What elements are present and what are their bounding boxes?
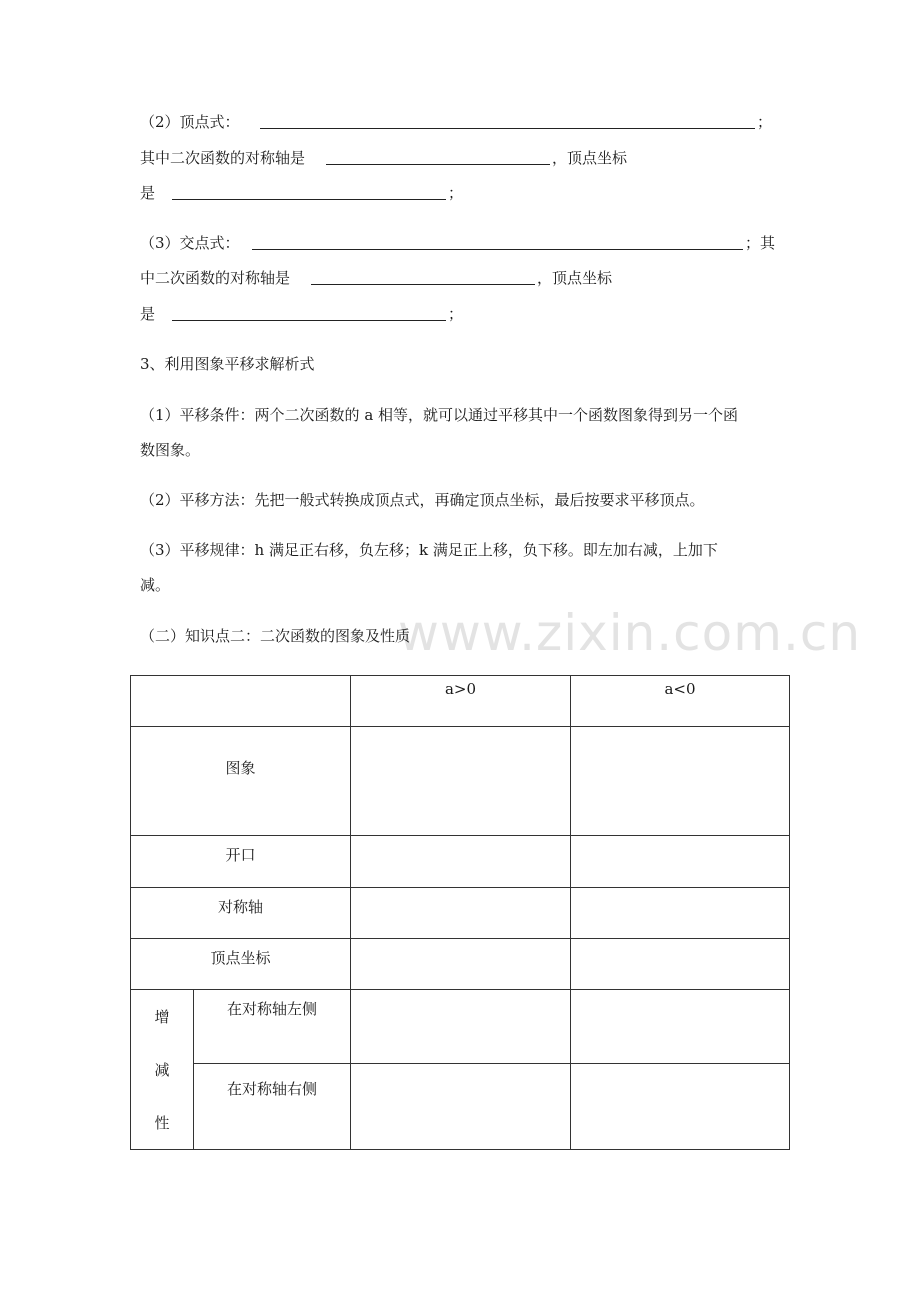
translation-condition-line1: （1）平移条件：两个二次函数的 a 相等，就可以通过平移其中一个函数图象得到另一个函: [140, 406, 739, 424]
vertex-form-label: （2）顶点式：: [140, 113, 240, 131]
vertex-form-blank[interactable]: [260, 128, 755, 129]
intercept-form-end: ；其: [745, 234, 776, 252]
graph-a-negative-cell[interactable]: [571, 727, 790, 836]
monotonicity-char-3: 性: [154, 1114, 170, 1132]
right-a-positive-cell[interactable]: [351, 1063, 571, 1149]
left-a-positive-cell[interactable]: [351, 990, 571, 1064]
monotonicity-char-1: 增: [154, 1008, 170, 1026]
row-graph-label-cell: [131, 727, 351, 836]
opening-a-negative-cell[interactable]: [571, 836, 790, 888]
header-a-negative-text: a<0: [664, 680, 696, 698]
monotonicity-label-cell: [131, 990, 194, 1150]
left-of-axis-label-cell: [194, 990, 351, 1064]
left-a-negative-cell[interactable]: [571, 990, 790, 1064]
vertex-axis-label: 其中二次函数的对称轴是: [140, 149, 306, 167]
vertex-is-end: ；: [448, 184, 464, 202]
intercept-coord-label: ，顶点坐标: [537, 269, 613, 287]
intercept-is-label: 是: [140, 305, 156, 323]
translation-rule-line2: 减。: [140, 576, 171, 594]
row-opening-label: 开口: [225, 846, 256, 864]
intercept-axis-blank[interactable]: [311, 284, 535, 285]
vertex-a-positive-cell[interactable]: [351, 939, 571, 990]
table-header-a-negative: [571, 676, 790, 727]
vertex-axis-blank[interactable]: [326, 164, 550, 165]
vertex-coord-blank[interactable]: [172, 199, 446, 200]
table-header-empty: [131, 676, 351, 727]
opening-a-positive-cell[interactable]: [351, 836, 571, 888]
header-a-positive-text: a>0: [444, 680, 477, 698]
row-graph-label: 图象: [225, 759, 256, 777]
translation-method: （2）平移方法：先把一般式转换成顶点式，再确定顶点坐标，最后按要求平移顶点。: [140, 491, 705, 509]
row-opening-label-cell: [131, 836, 351, 888]
watermark-text: www.zixin.com.cn: [398, 604, 862, 662]
vertex-coord-label: ，顶点坐标: [552, 149, 628, 167]
vertex-is-label: 是: [140, 184, 156, 202]
intercept-axis-label: 中二次函数的对称轴是: [140, 269, 291, 287]
properties-table: [130, 675, 790, 1150]
axis-a-positive-cell[interactable]: [351, 888, 571, 939]
vertex-a-negative-cell[interactable]: [571, 939, 790, 990]
intercept-form-label: （3）交点式：: [140, 234, 240, 252]
monotonicity-char-2: 减: [154, 1061, 170, 1079]
row-axis-label: 对称轴: [217, 898, 263, 916]
heading-translation: 3、利用图象平移求解析式: [140, 355, 315, 373]
table-header-a-positive: [351, 676, 571, 727]
right-of-axis-label-cell: [194, 1063, 351, 1149]
right-a-negative-cell[interactable]: [571, 1063, 790, 1149]
intercept-is-end: ；: [448, 305, 464, 323]
row-vertex-label-cell: [131, 939, 351, 990]
knowledge-point-2-title: （二）知识点二：二次函数的图象及性质: [140, 627, 411, 645]
intercept-coord-blank[interactable]: [172, 320, 446, 321]
row-vertex-label: 顶点坐标: [210, 949, 271, 967]
row-axis-label-cell: [131, 888, 351, 939]
graph-a-positive-cell[interactable]: [351, 727, 571, 836]
translation-rule-line1: （3）平移规律：h 满足正右移，负左移；k 满足正上移，负下移。即左加右减，上加下: [140, 541, 718, 559]
axis-a-negative-cell[interactable]: [571, 888, 790, 939]
right-of-axis-label: 在对称轴右侧: [226, 1079, 317, 1098]
vertex-form-end: ；: [757, 113, 773, 131]
intercept-form-blank[interactable]: [252, 249, 743, 250]
left-of-axis-label: 在对称轴左侧: [226, 1000, 317, 1018]
translation-condition-line2: 数图象。: [140, 441, 201, 459]
